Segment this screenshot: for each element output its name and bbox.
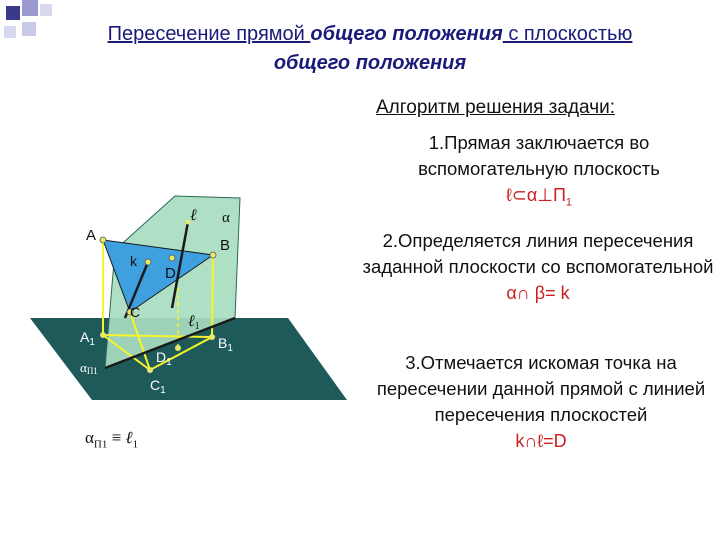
bottom-formula-alpha: α xyxy=(85,428,94,447)
label-d: D xyxy=(165,265,176,282)
point-a xyxy=(100,237,106,243)
title-line2: общего положения xyxy=(273,52,467,74)
step-2-formula: α∩ β= k xyxy=(506,283,570,303)
step-1-formula-main: ℓ⊂α⊥П xyxy=(505,185,566,205)
step-1-formula-sub: 1 xyxy=(565,196,573,209)
decor-square xyxy=(6,6,20,20)
step-3-text: 3.Отмечается искомая точка на пересечении данной прямой с линией пересечения плоскостей xyxy=(376,352,706,425)
label-c: C xyxy=(130,304,141,320)
step-1-formula xyxy=(378,182,700,216)
bottom-formula xyxy=(85,428,138,450)
page-title xyxy=(40,20,700,78)
label-b1-sub: 1 xyxy=(227,343,233,354)
point-d1 xyxy=(175,345,181,351)
title-part3: с плоскостью xyxy=(502,23,633,45)
bottom-formula-l-sub: 1 xyxy=(132,438,139,451)
label-c1-main: C xyxy=(150,377,161,393)
point-c1 xyxy=(147,367,153,373)
geometry-diagram xyxy=(0,190,360,480)
label-d1-main: D xyxy=(156,349,167,365)
step-3 xyxy=(372,350,710,454)
label-l1-main: ℓ xyxy=(188,313,195,330)
point-d xyxy=(169,255,175,261)
bottom-formula-alpha-sub: П1 xyxy=(93,438,108,451)
label-b: B xyxy=(220,237,231,254)
label-a1-sub: 1 xyxy=(89,337,95,348)
title-part1: Пересечение прямой xyxy=(107,23,311,45)
label-l1-sub: 1 xyxy=(194,321,200,332)
point-b xyxy=(210,252,216,258)
label-a1-main: A xyxy=(80,329,90,345)
point-b1 xyxy=(209,334,215,340)
projection-line-b xyxy=(212,255,213,337)
decor-square xyxy=(22,22,36,36)
step-3-formula: k∩ℓ=D xyxy=(515,431,567,451)
title-part2: общего положения xyxy=(310,23,503,45)
label-alpha-p1-sub: П1 xyxy=(86,366,98,376)
bottom-formula-l: ℓ xyxy=(125,428,133,447)
step-2-text: 2.Определяется линия пересечения заданной плоскости со вспомогательной xyxy=(362,230,714,277)
label-c1-sub: 1 xyxy=(160,385,166,396)
label-b1-main: B xyxy=(218,335,228,351)
step-1-text: 1.Прямая заключается во вспомогательную плоскость xyxy=(418,132,660,179)
step-2 xyxy=(362,228,714,306)
algorithm-heading: Алгоритм решения задачи: xyxy=(376,97,615,118)
decor-square xyxy=(4,26,16,38)
decor-square xyxy=(22,0,38,16)
label-k: k xyxy=(130,253,137,269)
label-alpha: α xyxy=(222,210,230,226)
decor-square xyxy=(40,4,52,16)
label-l: ℓ xyxy=(190,207,197,224)
step-1 xyxy=(378,130,700,216)
point-k xyxy=(145,259,151,265)
label-d1-sub: 1 xyxy=(166,357,172,368)
point-a1 xyxy=(100,332,106,338)
label-a: A xyxy=(86,227,97,244)
bottom-formula-equiv: ≡ xyxy=(107,428,126,447)
label-alpha-p1-main: α xyxy=(80,360,87,375)
